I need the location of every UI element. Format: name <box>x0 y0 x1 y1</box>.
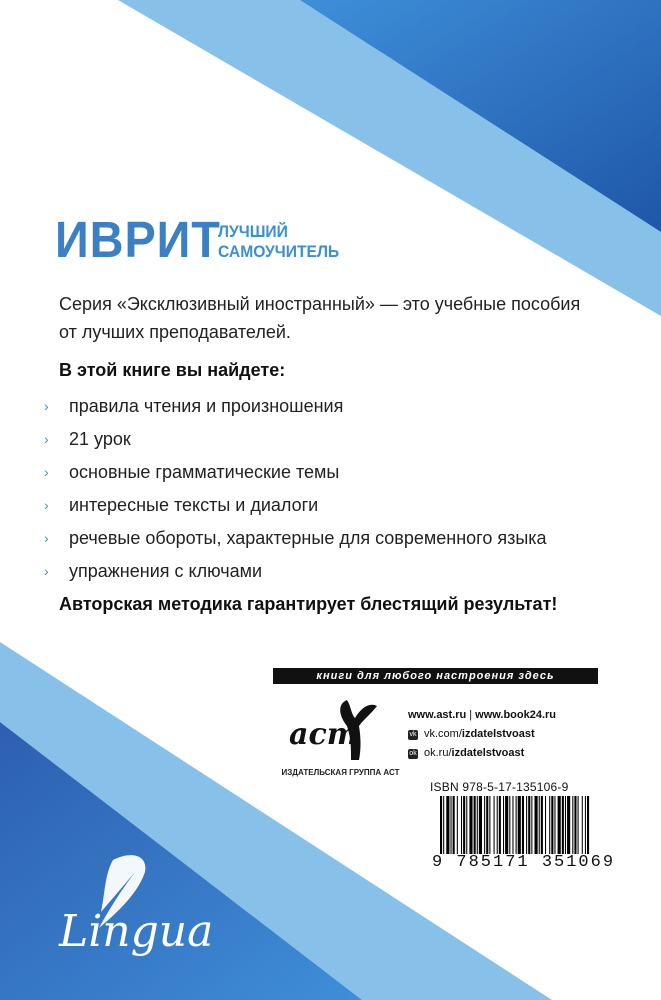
list-item: › правила чтения и произношения <box>44 396 344 416</box>
barcode-bar <box>457 796 458 854</box>
book-title: ИВРИТ <box>55 211 221 268</box>
closing-statement: Авторская методика гарантирует блестящий результат! <box>59 594 558 614</box>
ok-handle: izdatelstvoast <box>451 747 525 759</box>
isbn-text: ISBN 978-5-17-135106-9 <box>430 780 569 794</box>
publisher-links <box>408 706 556 763</box>
barcode-bar <box>497 796 498 854</box>
barcode-bar <box>565 796 566 854</box>
book-subtitle <box>218 222 339 262</box>
barcode-bar <box>554 796 555 854</box>
barcode-bar <box>463 796 465 854</box>
subtitle-line-1: ЛУЧШИЙ <box>218 222 288 241</box>
list-item: › речевые обороты, характерные для современного языка <box>44 528 547 548</box>
list-item: › основные грамматические темы <box>44 462 340 482</box>
barcode-bar <box>528 796 530 854</box>
ast-logo-text: аст <box>289 717 359 752</box>
barcode-bar <box>512 796 513 854</box>
chevron-right-icon: › <box>44 563 49 579</box>
barcode-bar <box>585 796 586 854</box>
barcode-bar <box>461 796 462 854</box>
barcode-bar <box>587 796 589 854</box>
ok-row[interactable] <box>408 744 556 763</box>
vk-row[interactable] <box>408 725 556 744</box>
barcode-bar <box>562 796 564 854</box>
barcode-bar <box>479 796 482 854</box>
barcode-bar <box>567 796 570 854</box>
barcode-bar <box>526 796 527 854</box>
barcode-bar <box>522 796 524 854</box>
barcode-digits: 9 785171 351069 <box>432 853 616 872</box>
barcode-bar <box>494 796 495 854</box>
barcode-bar <box>477 796 478 854</box>
list-item: › упражнения с ключами <box>44 561 263 581</box>
barcode-bar <box>535 796 538 854</box>
list-item: › 21 урок <box>44 429 131 449</box>
barcode-bar <box>582 796 583 854</box>
barcode-bar <box>446 796 449 854</box>
website-row <box>408 706 556 725</box>
barcode-bar <box>486 796 488 854</box>
series-intro <box>59 290 639 346</box>
intro-line-1: Серия «Эксклюзивный иностранный» — это учебные пособия <box>59 294 581 314</box>
vk-prefix: vk.com/ <box>424 728 462 740</box>
subtitle-line-2: САМОУЧИТЕЛЬ <box>218 242 340 261</box>
barcode-bar <box>551 796 553 854</box>
barcode-bar <box>499 796 501 854</box>
publisher-banner: книги для любого настроения здесь <box>273 668 598 684</box>
chevron-right-icon: › <box>44 431 49 447</box>
barcode-bar <box>545 796 546 854</box>
barcode-bar <box>466 796 467 854</box>
barcode-bar <box>509 796 510 854</box>
chevron-right-icon: › <box>44 530 49 546</box>
barcode-bar <box>578 796 579 854</box>
barcode-bar <box>503 796 504 854</box>
barcode-bar <box>453 796 455 854</box>
chevron-right-icon: › <box>44 464 49 480</box>
barcode-bar <box>451 796 452 854</box>
barcode-bar <box>574 796 576 854</box>
lingua-logo <box>53 850 228 960</box>
barcode-bar <box>572 796 573 854</box>
barcode-bar <box>539 796 540 854</box>
separator: | <box>469 709 473 721</box>
barcode-bar <box>469 796 472 854</box>
barcode-bar <box>516 796 517 854</box>
chevron-right-icon: › <box>44 398 49 414</box>
barcode-bar <box>558 796 561 854</box>
vk-icon: vk <box>409 730 417 738</box>
ok-icon: ok <box>409 749 417 757</box>
ast-logo <box>277 696 397 764</box>
publisher-label: ИЗДАТЕЛЬСКАЯ ГРУППА АСТ <box>281 768 400 777</box>
lingua-text: Lingua <box>59 906 214 957</box>
ok-prefix: ok.ru/ <box>424 747 452 759</box>
barcode-bar <box>531 796 532 854</box>
barcode-bar <box>541 796 543 854</box>
barcode <box>440 796 590 854</box>
barcode-bar <box>440 796 442 854</box>
intro-line-2: от лучших преподавателей. <box>59 322 291 342</box>
barcode-bar <box>489 796 490 854</box>
barcode-bar <box>505 796 508 854</box>
barcode-bar <box>518 796 521 854</box>
vk-handle: izdatelstvoast <box>461 728 535 740</box>
chevron-right-icon: › <box>44 497 49 513</box>
site-link-ast[interactable]: www.ast.ru <box>408 709 467 721</box>
site-link-book24[interactable]: www.book24.ru <box>475 709 557 721</box>
barcode-bar <box>474 796 476 854</box>
contents-lead: В этой книге вы найдете: <box>59 360 286 380</box>
barcode-bar <box>549 796 550 854</box>
list-item: › интересные тексты и диалоги <box>44 495 319 515</box>
barcode-bar <box>443 796 444 854</box>
contents-list <box>44 395 547 593</box>
barcode-bar <box>484 796 485 854</box>
